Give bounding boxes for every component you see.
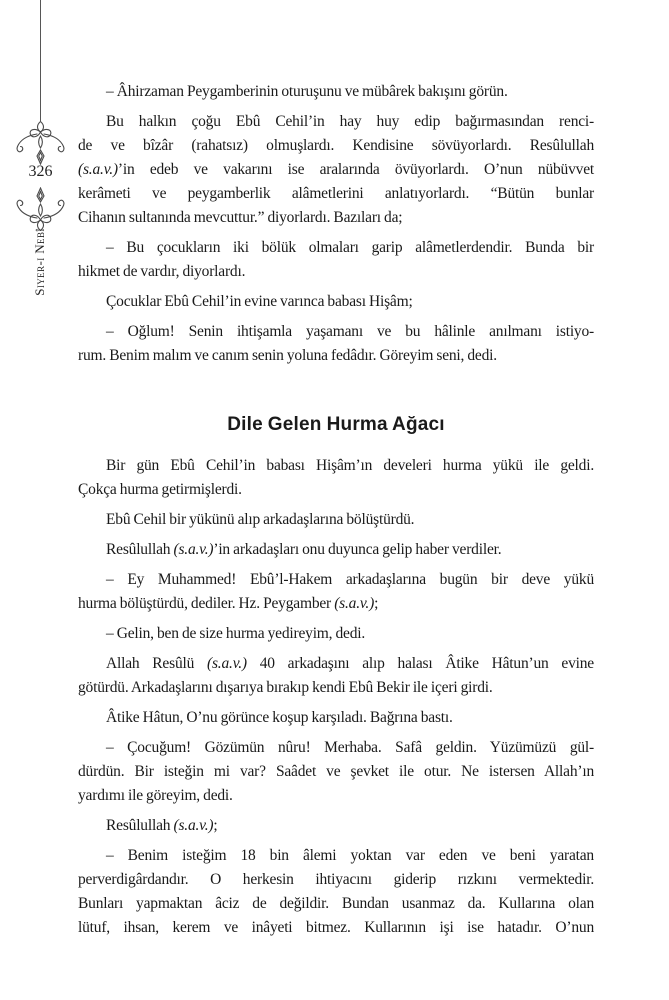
text-line <box>78 236 594 260</box>
section-heading: Dile Gelen Hurma Ağacı <box>227 414 445 435</box>
text-segment: Çokça hurma getirmişlerdi. <box>78 481 242 498</box>
text-segment: ’in edeb ve vakarını ise aralarında övüyorlardı. O’nun nübüvvet <box>117 161 594 178</box>
paragraph <box>78 652 594 700</box>
text-segment: dürdün. Bir isteğin mi var? Saâdet ve şevket ile otur. Ne istersen Allah’ın <box>78 763 594 780</box>
text-line <box>78 916 594 940</box>
text-segment: Cihanın sultanında mevcuttur.” diyorlardı. Bazıları da; <box>78 209 403 226</box>
text-segment: Ebû Cehil bir yükünü alıp arkadaşlarına bölüştürdü. <box>106 511 415 528</box>
paragraph <box>78 508 594 532</box>
paragraph <box>78 80 594 104</box>
text-line <box>78 844 594 868</box>
text-segment: – Çocuğum! Gözümün nûru! Merhaba. Safâ geldin. Yüzümüzü gül- <box>106 739 594 756</box>
margin-rule <box>40 0 41 121</box>
text-block <box>78 80 594 946</box>
text-line <box>78 478 594 502</box>
text-line <box>78 110 594 134</box>
text-line <box>78 290 594 314</box>
text-segment: lütuf, ihsan, kerem ve inâyeti bitmez. Kullarının işi ise hatadır. O’nun <box>78 919 594 936</box>
paragraph <box>78 236 594 284</box>
text-segment: hurma bölüştürdü, dediler. Hz. Peygamber <box>78 595 335 612</box>
text-line <box>78 736 594 760</box>
italic-text-segment: (s.a.v.) <box>78 161 118 178</box>
text-line <box>78 706 594 730</box>
text-line <box>78 508 594 532</box>
text-line <box>78 320 594 344</box>
paragraph <box>78 110 594 230</box>
paragraph <box>78 454 594 502</box>
text-segment: kerâmeti ve peygamberlik alâmetlerini anlatıyorlardı. “Bütün bunlar <box>78 185 594 202</box>
text-line <box>78 676 594 700</box>
arabesque-ornament-bottom-icon <box>14 187 67 231</box>
text-line <box>78 892 594 916</box>
paragraph <box>78 290 594 314</box>
paragraph <box>78 320 594 368</box>
text-line <box>78 784 594 808</box>
text-line <box>78 568 594 592</box>
text-line <box>78 868 594 892</box>
text-line <box>78 592 594 616</box>
text-segment: de ve bîzâr (rahatsız) olmuşlardı. Kendisine sövüyorlardı. Resûlullah <box>78 137 594 154</box>
paragraph <box>78 814 594 838</box>
text-line <box>78 538 594 562</box>
paragraph <box>78 622 594 646</box>
arabesque-ornament-top-icon <box>14 121 67 165</box>
text-segment: Bir gün Ebû Cehil’in babası Hişâm’ın develeri hurma yükü ile geldi. <box>106 457 594 474</box>
text-segment: Resûlullah <box>106 817 174 834</box>
italic-text-segment: (s.a.v.) <box>173 541 214 558</box>
text-segment: – Bu çocukların iki bölük olmaları garip alâmetlerdendir. Bunda bir <box>106 239 594 256</box>
text-line <box>78 134 594 158</box>
text-segment: ’in arkadaşları onu duyunca gelip haber verdiler. <box>213 541 502 558</box>
text-line <box>78 158 594 182</box>
text-line <box>78 454 594 478</box>
text-segment: – Ey Muhammed! Ebû’l-Hakem arkadaşlarına bugün bir deve yükü <box>106 571 594 588</box>
text-segment: perverdigârdandır. O herkesin ihtiyacını giderip rızkını vermektedir. <box>78 871 594 888</box>
text-segment: Allah Resûlü <box>106 655 207 672</box>
text-segment: ; <box>213 817 218 834</box>
page-number: 326 <box>28 163 53 180</box>
text-segment: rum. Benim malım ve canım senin yoluna fedâdır. Göreyim seni, dedi. <box>78 347 497 364</box>
text-segment: – Âhirzaman Peygamberinin oturuşunu ve mübârek bakışını görün. <box>106 83 508 100</box>
text-segment: Çocuklar Ebû Cehil’in evine varınca babası Hişâm; <box>106 293 413 310</box>
text-segment: götürdü. Arkadaşlarını dışarıya bırakıp kendi Ebû Bekir ile içeri girdi. <box>78 679 493 696</box>
text-line <box>78 260 594 284</box>
text-line <box>78 622 594 646</box>
text-segment: Âtike Hâtun, O’nu görünce koşup karşıladı. Bağrına bastı. <box>106 709 453 726</box>
text-segment: Bu halkın çoğu Ebû Cehil’in hay huy edip bağırmasından renci- <box>106 113 594 130</box>
text-line <box>78 760 594 784</box>
text-segment: – Gelin, ben de size hurma yedireyim, dedi. <box>106 625 366 642</box>
text-line <box>78 814 594 838</box>
text-line <box>78 206 594 230</box>
margin-book-title: Siyer-i Nebî <box>32 228 47 296</box>
italic-text-segment: (s.a.v.) <box>334 595 375 612</box>
text-segment: hikmet de vardır, diyorlardı. <box>78 263 246 280</box>
text-line <box>78 344 594 368</box>
text-segment: yardımı ile göreyim, dedi. <box>78 787 233 804</box>
italic-text-segment: (s.a.v.) <box>173 817 214 834</box>
paragraph <box>78 538 594 562</box>
text-segment: ; <box>374 595 379 612</box>
paragraph <box>78 844 594 940</box>
paragraph <box>78 736 594 808</box>
text-segment: 40 arkadaşını alıp halası Âtike Hâtun’un evine <box>246 655 594 672</box>
text-line <box>78 182 594 206</box>
italic-text-segment: (s.a.v.) <box>207 655 247 672</box>
text-line <box>78 652 594 676</box>
text-segment: Resûlullah <box>106 541 174 558</box>
text-segment: – Oğlum! Senin ihtişamla yaşamanı ve bu hâlinle anılmanı istiyo- <box>106 323 594 340</box>
paragraph <box>78 706 594 730</box>
text-segment: Bunları yapmaktan âciz de değildir. Bundan usanmaz da. Kullarına olan <box>78 895 594 912</box>
text-line <box>78 80 594 104</box>
text-segment: – Benim isteğim 18 bin âlemi yoktan var eden ve beni yaratan <box>106 847 594 864</box>
paragraph <box>78 568 594 616</box>
